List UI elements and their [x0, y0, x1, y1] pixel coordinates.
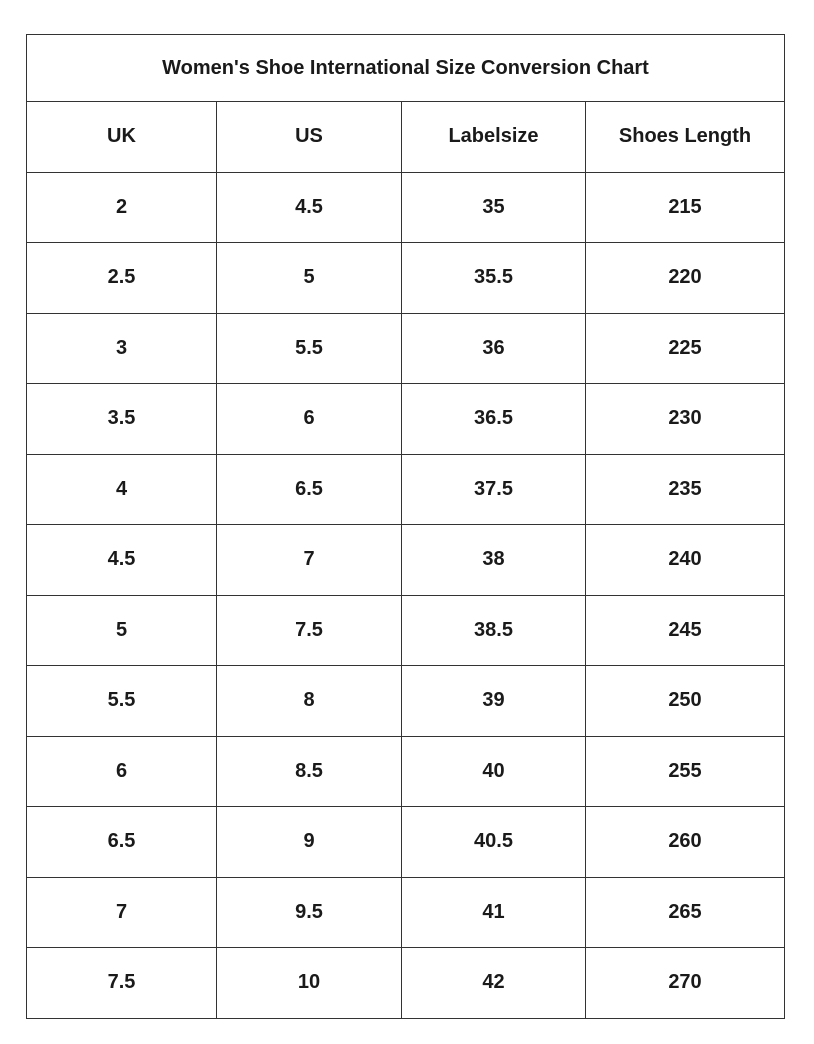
table-row — [27, 313, 785, 384]
cell-shoes-length: 215 — [586, 172, 785, 243]
cell-labelsize: 41 — [402, 877, 586, 948]
table-row — [27, 807, 785, 878]
cell-labelsize: 40 — [402, 736, 586, 807]
table-row — [27, 595, 785, 666]
cell-labelsize: 38.5 — [402, 595, 586, 666]
column-header-uk: UK — [27, 102, 217, 173]
column-header-us: US — [217, 102, 402, 173]
cell-us: 5 — [217, 243, 402, 314]
cell-shoes-length: 265 — [586, 877, 785, 948]
cell-labelsize: 42 — [402, 948, 586, 1019]
cell-labelsize: 36.5 — [402, 384, 586, 455]
column-header-labelsize: Labelsize — [402, 102, 586, 173]
table-row — [27, 384, 785, 455]
table-row — [27, 243, 785, 314]
cell-uk: 5 — [27, 595, 217, 666]
table-title: Women's Shoe International Size Conversion Chart — [27, 35, 785, 102]
header-row — [27, 102, 785, 173]
cell-uk: 4 — [27, 454, 217, 525]
table-row — [27, 736, 785, 807]
cell-us: 9 — [217, 807, 402, 878]
cell-shoes-length: 245 — [586, 595, 785, 666]
cell-us: 5.5 — [217, 313, 402, 384]
cell-shoes-length: 230 — [586, 384, 785, 455]
cell-uk: 3 — [27, 313, 217, 384]
size-conversion-table — [26, 34, 785, 1019]
table-row — [27, 172, 785, 243]
cell-shoes-length: 270 — [586, 948, 785, 1019]
cell-shoes-length: 240 — [586, 525, 785, 596]
cell-shoes-length: 235 — [586, 454, 785, 525]
title-row — [27, 35, 785, 102]
cell-labelsize: 37.5 — [402, 454, 586, 525]
cell-us: 7 — [217, 525, 402, 596]
cell-us: 8 — [217, 666, 402, 737]
cell-labelsize: 39 — [402, 666, 586, 737]
cell-uk: 6 — [27, 736, 217, 807]
cell-us: 6.5 — [217, 454, 402, 525]
cell-labelsize: 40.5 — [402, 807, 586, 878]
cell-uk: 4.5 — [27, 525, 217, 596]
cell-shoes-length: 255 — [586, 736, 785, 807]
cell-us: 10 — [217, 948, 402, 1019]
cell-labelsize: 35 — [402, 172, 586, 243]
cell-uk: 7.5 — [27, 948, 217, 1019]
table-row — [27, 666, 785, 737]
cell-labelsize: 38 — [402, 525, 586, 596]
table-row — [27, 525, 785, 596]
table-row — [27, 877, 785, 948]
table-row — [27, 454, 785, 525]
cell-uk: 2.5 — [27, 243, 217, 314]
cell-us: 6 — [217, 384, 402, 455]
cell-shoes-length: 225 — [586, 313, 785, 384]
cell-uk: 2 — [27, 172, 217, 243]
table-row — [27, 948, 785, 1019]
cell-shoes-length: 250 — [586, 666, 785, 737]
column-header-shoes-length: Shoes Length — [586, 102, 785, 173]
cell-us: 4.5 — [217, 172, 402, 243]
cell-uk: 5.5 — [27, 666, 217, 737]
cell-uk: 7 — [27, 877, 217, 948]
cell-uk: 3.5 — [27, 384, 217, 455]
cell-shoes-length: 260 — [586, 807, 785, 878]
cell-labelsize: 36 — [402, 313, 586, 384]
cell-shoes-length: 220 — [586, 243, 785, 314]
cell-us: 8.5 — [217, 736, 402, 807]
cell-labelsize: 35.5 — [402, 243, 586, 314]
cell-us: 7.5 — [217, 595, 402, 666]
cell-uk: 6.5 — [27, 807, 217, 878]
cell-us: 9.5 — [217, 877, 402, 948]
